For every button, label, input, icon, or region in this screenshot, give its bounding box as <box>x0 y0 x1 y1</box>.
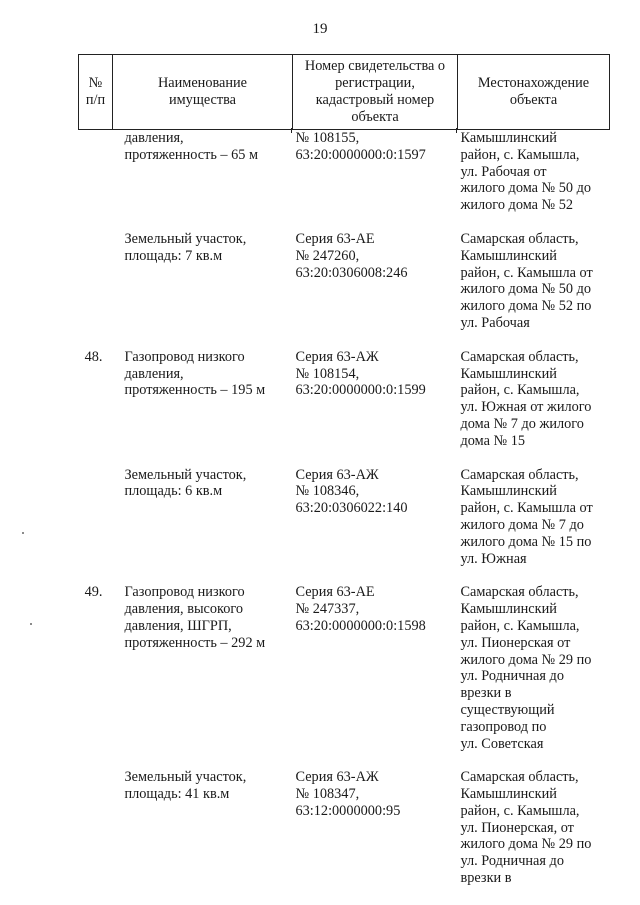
property-location <box>458 349 610 467</box>
property-location <box>458 584 610 769</box>
column-rule-1 <box>291 128 292 133</box>
row-number <box>79 349 113 467</box>
property-name-text: давления, протяженность – 65 м <box>124 130 259 163</box>
property-location <box>458 130 610 231</box>
scan-speck <box>30 623 32 625</box>
table-header <box>79 55 610 130</box>
table-row <box>79 467 610 585</box>
registration-number-text: Серия 63-АЖ № 108347, 63:12:0000000:95 <box>295 769 401 819</box>
registration-number-text: Серия 63-АЕ № 247260, 63:20:0306008:246 <box>295 230 408 281</box>
property-name-text: Земельный участок, площадь: 41 кв.м <box>124 769 247 803</box>
property-name-text: Земельный участок, площадь: 6 кв.м <box>124 466 247 500</box>
row-number <box>79 467 113 585</box>
table-row <box>79 769 610 904</box>
row-number <box>79 584 113 769</box>
table-row <box>79 584 610 769</box>
row-number <box>79 231 113 349</box>
registration-number <box>293 467 458 585</box>
property-location-text: Самарская область, Камышлинский район, с. Камышла, ул. Пионерская от жилого дома № 29 по ул. Родничная до врезки в существующий газопровод по ул. Советская <box>460 584 592 752</box>
registration-number <box>293 231 458 349</box>
property-location-text: Самарская область, Камышлинский район, с. Камышла, ул. Южная от жилого дома № 7 до жилого дома № 15 <box>460 348 592 449</box>
property-name <box>113 130 293 231</box>
property-location-text: Самарская область, Камышлинский район, с. Камышла, ул. Пионерская, от жилого дома № 29 по ул. Родничная до врезки в <box>460 769 592 887</box>
property-name <box>113 231 293 349</box>
row-number <box>79 769 113 904</box>
header-registration: Номер свидетельства о регистрации, кадастровый номер объекта <box>293 55 458 130</box>
table-row <box>79 130 610 231</box>
property-name-text: Земельный участок, площадь: 7 кв.м <box>124 230 247 264</box>
header-name: Наименование имущества <box>113 55 293 130</box>
table-row <box>79 231 610 349</box>
property-location <box>458 467 610 585</box>
registration-number <box>293 130 458 231</box>
property-name <box>113 349 293 467</box>
header-location: Местонахождение объекта <box>458 55 610 130</box>
property-registry-table <box>78 54 610 904</box>
registration-number <box>293 584 458 769</box>
table-row <box>79 349 610 467</box>
page-number: 19 <box>312 21 328 37</box>
property-location <box>458 769 610 904</box>
registration-number-text: Серия 63-АЖ № 108346, 63:20:0306022:140 <box>295 466 408 517</box>
property-location-text: Самарская область, Камышлинский район, с. Камышла от жилого дома № 7 до жилого дома № 15 по ул. Южная <box>460 466 593 567</box>
registration-number <box>293 349 458 467</box>
property-name <box>113 584 293 769</box>
scan-speck <box>22 532 24 534</box>
property-name-text: Газопровод низкого давления, протяженность – 195 м <box>124 348 266 399</box>
table-body <box>79 130 610 904</box>
property-location <box>458 231 610 349</box>
property-name <box>113 467 293 585</box>
registration-number <box>293 769 458 904</box>
row-number-text: 49. <box>84 584 103 601</box>
row-number-text: 48. <box>84 348 103 365</box>
property-location-text: Камышлинский район, с. Камышла, ул. Рабочая от жилого дома № 50 до жилого дома № 52 <box>460 130 592 214</box>
property-location-text: Самарская область, Камышлинский район, с. Камышла от жилого дома № 50 до жилого дома № 52 по ул. Рабочая <box>460 230 593 331</box>
property-name-text: Газопровод низкого давления, высокого давления, ШГРП, протяженность – 292 м <box>124 584 266 651</box>
property-name <box>113 769 293 904</box>
registration-number-text: Серия 63-АЕ № 247337, 63:20:0000000:0:1598 <box>295 584 426 634</box>
header-num: № п/п <box>79 55 113 130</box>
row-number <box>79 130 113 231</box>
registration-number-text: № 108155, 63:20:0000000:0:1597 <box>295 130 426 163</box>
column-rule-2 <box>456 128 457 133</box>
registration-number-text: Серия 63-АЖ № 108154, 63:20:0000000:0:1599 <box>295 348 426 399</box>
